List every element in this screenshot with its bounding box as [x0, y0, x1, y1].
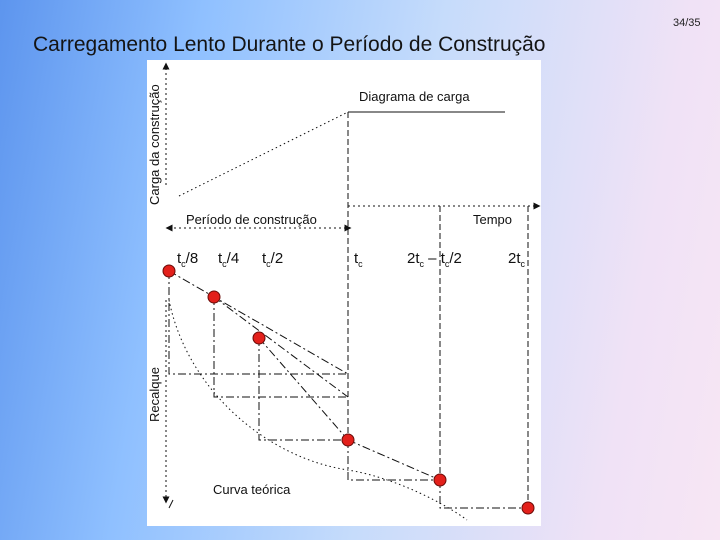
curve-bottom-mark [169, 500, 173, 508]
load-axis-label: Carga da construção [147, 84, 162, 205]
slide-title: Carregamento Lento Durante o Período de Construção [33, 33, 546, 56]
settlement-axis-label: Recalque [147, 367, 162, 422]
settlement-point-tc4 [208, 291, 220, 303]
time-mark-tc4: $t_c/4$ [218, 250, 240, 269]
time-mark-tc: $t_c$ [354, 250, 363, 269]
settlement-point-tc [342, 434, 354, 446]
settlement-point-tc8 [163, 265, 175, 277]
settlement-ray-2 [214, 297, 348, 397]
settlement-ray-3 [259, 338, 348, 440]
settlement-point-2tc [522, 502, 534, 514]
load-ramp-line [179, 112, 348, 196]
time-mark-2tc-minus-tc2: $2t_c - t_c/2$ [407, 250, 462, 269]
settlement-step-5 [440, 480, 528, 508]
diagram-panel [147, 60, 541, 526]
settlement-point-2tc-minus [434, 474, 446, 486]
time-mark-tc8: $t_c/8$ [177, 250, 199, 269]
settlement-ray-4 [348, 440, 440, 480]
load-diagram-label: Diagrama de carga [359, 89, 470, 104]
page-number: 34/35 [673, 17, 701, 29]
construction-period-label: Período de construção [186, 212, 317, 227]
time-mark-tc2: $t_c/2$ [262, 250, 284, 269]
settlement-diagram [147, 60, 541, 526]
settlement-point-tc2 [253, 332, 265, 344]
theoretical-curve-label: Curva teórica [213, 482, 291, 497]
time-mark-2tc: $2t_c$ [508, 250, 526, 269]
time-axis-label: Tempo [473, 212, 513, 227]
